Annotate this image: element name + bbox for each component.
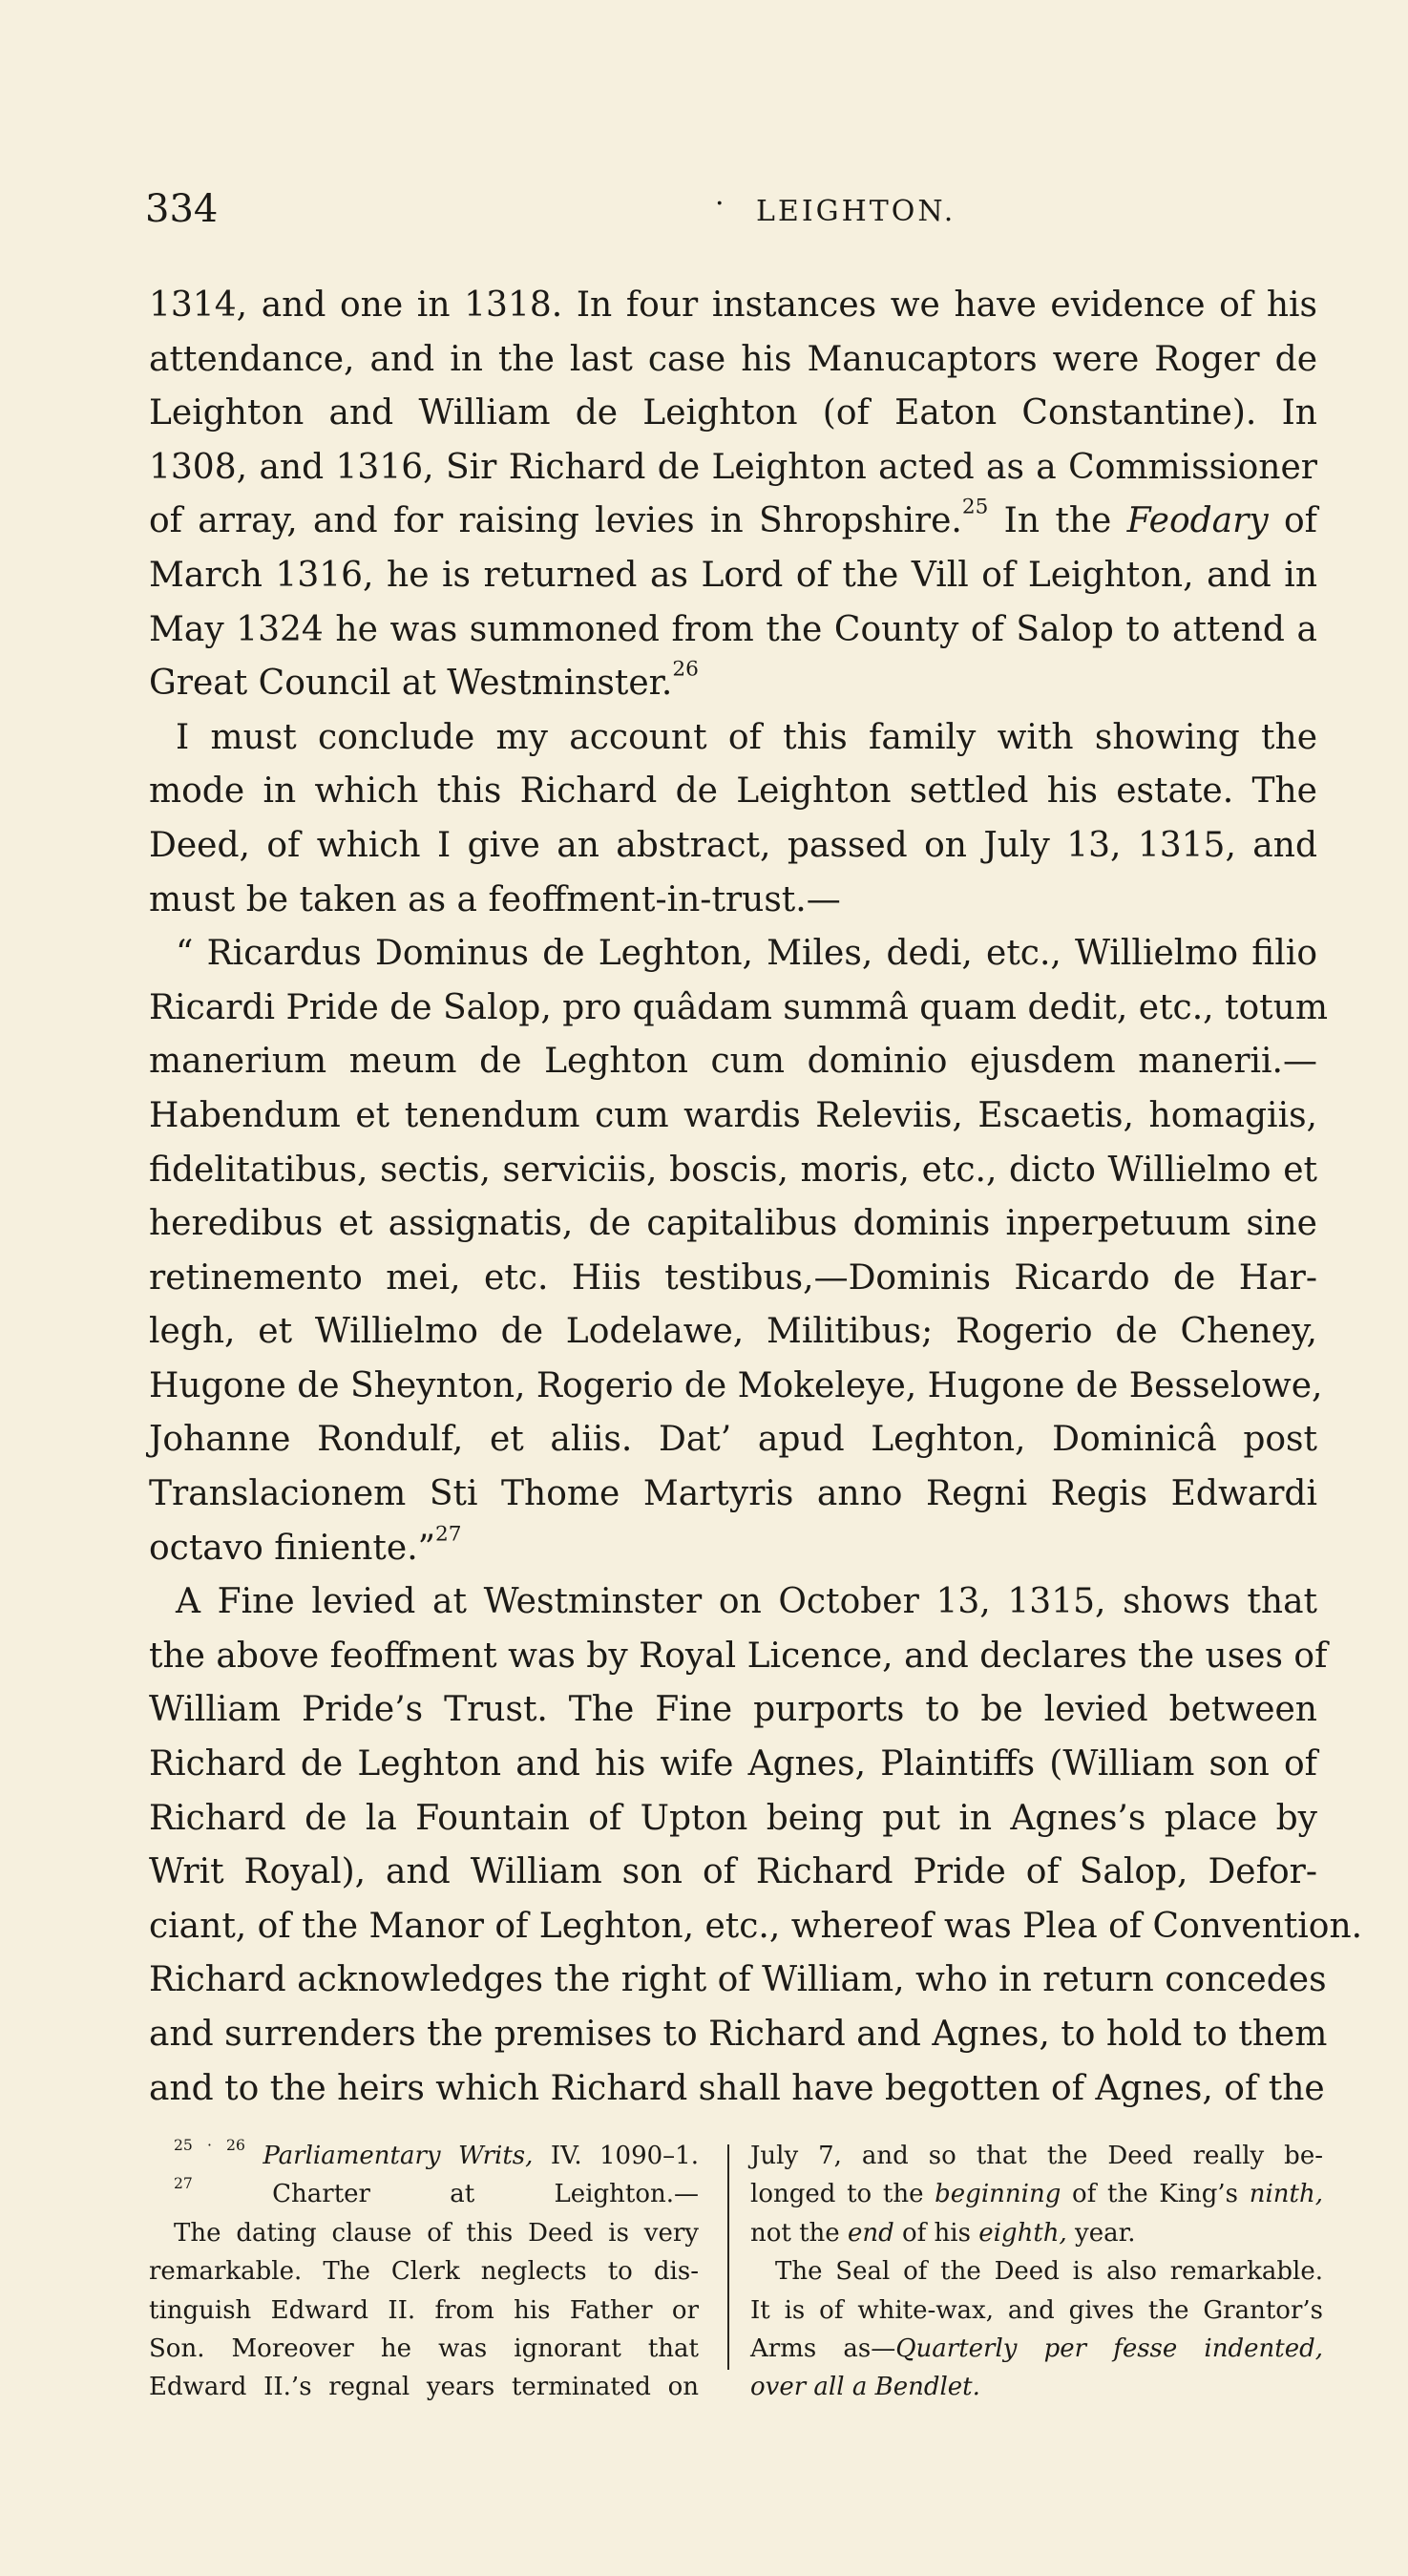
footnote-line: tinguish Edward II. from his Father or — [149, 2295, 699, 2325]
footnote-line: Arms as—Quarterly per fesse indented, — [750, 2334, 1324, 2364]
text-line: must be taken as a feoffment-in-trust.— — [149, 879, 841, 919]
text-line: Hugone de Sheynton, Rogerio de Mokeleye, Hugone de Besselowe, — [149, 1365, 1323, 1405]
text-line: William Pride’s Trust. The Fine purports to be levied between — [149, 1690, 1317, 1730]
text-line: fidelitatibus, sectis, serviciis, boscis, moris, etc., dicto Willielmo et — [149, 1150, 1317, 1190]
footnote-25-26: $^{25 \cdot 26}$ Parliamentary Writs, IV. 1090–1. — [174, 2136, 699, 2170]
text-line: Deed, of which I give an abstract, passed on July 13, 1315, and — [149, 825, 1317, 865]
text-line: octavo finiente.”$^{27}$ — [149, 1522, 462, 1568]
text-line: the above feoffment was by Royal Licence, and declares the uses of — [149, 1636, 1328, 1676]
text-line: mode in which this Richard de Leighton settled his estate. The — [149, 771, 1317, 812]
footnote-ref: 26 — [672, 657, 699, 682]
footnote-ref: 27 — [435, 1522, 462, 1547]
paragraph-continued — [149, 279, 1317, 711]
text-line: 1314, and one in 1318. In four instances we have evidence of his — [149, 285, 1317, 325]
footnote-line: remarkable. The Clerk neglects to dis- — [149, 2257, 699, 2287]
text-line: “ Ricardus Dominus de Leghton, Miles, dedi, etc., Willielmo filio — [176, 934, 1317, 974]
text-line: heredibus et assignatis, de capitalibus dominis inperpetuum sine — [149, 1204, 1317, 1244]
text-line: Great Council at Westminster.$^{26}$ — [149, 657, 699, 704]
header-separator: · — [715, 187, 725, 221]
paragraph — [149, 711, 1317, 927]
footnote-line: Edward II.’s regnal years terminated on — [149, 2373, 699, 2402]
text-line: Translacionem Sti Thome Martyris anno Regni Regis Edwardi — [149, 1474, 1317, 1514]
footnotes — [149, 2136, 1324, 2402]
text-line: manerium meum de Leghton cum dominio ejusdem manerii.— — [149, 1042, 1317, 1082]
footnotes-right-column — [750, 2137, 1323, 2407]
text-line: retinemento mei, etc. Hiis testibus,—Dominis Ricardo de Har- — [149, 1257, 1317, 1298]
footnote-line: It is of white-wax, and gives the Grantor’s — [750, 2295, 1323, 2325]
text-line: ciant, of the Manor of Leghton, etc., whereof was Plea of Convention. — [149, 1906, 1363, 1946]
page-header — [145, 187, 1310, 235]
footnote-line: Son. Moreover he was ignorant that — [149, 2334, 699, 2364]
deed-quotation — [149, 927, 1328, 1575]
page-number: 334 — [145, 187, 219, 231]
text-line: I must conclude my account of this family with showing the — [176, 717, 1317, 757]
text-line: Johanne Rondulf, et aliis. Dat’ apud Leghton, Dominicâ post — [149, 1420, 1317, 1460]
text-line: and surrenders the premises to Richard and Agnes, to hold to them — [149, 2015, 1328, 2054]
text-line: Leighton and William de Leighton (of Eaton Constantine). In — [149, 393, 1317, 433]
running-head: LEIGHTON. — [756, 195, 956, 228]
text-line: and to the heirs which Richard shall have begotten of Agnes, of the — [149, 2068, 1325, 2108]
footnote-line: not the end of his eighth, year. — [750, 2218, 1136, 2248]
column-divider — [727, 2144, 729, 2370]
text-line: 1308, and 1316, Sir Richard de Leighton acted as a Commissioner — [149, 447, 1317, 487]
text-line: of array, and for raising levies in Shropshire.$^{25}$ In the Feodary of — [149, 495, 1317, 541]
paragraph — [149, 1575, 1363, 2116]
text-line: Writ Royal), and William son of Richard Pride of Salop, Defor- — [149, 1852, 1317, 1892]
footnote-line: July 7, and so that the Deed really be- — [750, 2142, 1323, 2170]
text-line: legh, et Willielmo de Lodelawe, Militibus; Rogerio de Cheney, — [149, 1312, 1317, 1352]
main-text — [149, 279, 1363, 2116]
footnote-line: The Seal of the Deed is also remarkable. — [775, 2257, 1323, 2287]
footnote-ref: 25 — [961, 495, 989, 519]
footnote-27: $^{27}$ Charter at Leighton.— — [174, 2175, 700, 2209]
text-line: A Fine levied at Westminster on October 13, 1315, shows that — [176, 1582, 1317, 1622]
footnotes-left-column — [149, 2137, 699, 2407]
text-line: Richard acknowledges the right of William, who in return concedes — [149, 1960, 1327, 2000]
text-line: Richard de la Fountain of Upton being put in Agnes’s place by — [149, 1798, 1317, 1838]
text-line: Habendum et tenendum cum wardis Releviis, Escaetis, homagiis, — [149, 1095, 1317, 1135]
text-line: March 1316, he is returned as Lord of the Vill of Leighton, and in — [149, 555, 1317, 595]
text-line: Ricardi Pride de Salop, pro quâdam summâ quam dedit, etc., totum — [149, 987, 1328, 1027]
text-line: Richard de Leghton and his wife Agnes, Plaintiffs (William son of — [149, 1744, 1317, 1784]
footnote-line: over all a Bendlet. — [750, 2373, 980, 2402]
text-line: May 1324 he was summoned from the County of Salop to attend a — [149, 609, 1317, 649]
footnote-line: The dating clause of this Deed is very — [174, 2218, 699, 2248]
footnote-line: longed to the beginning of the King’s ninth, — [750, 2180, 1323, 2209]
text-line: attendance, and in the last case his Manucaptors were Roger de — [149, 339, 1317, 379]
